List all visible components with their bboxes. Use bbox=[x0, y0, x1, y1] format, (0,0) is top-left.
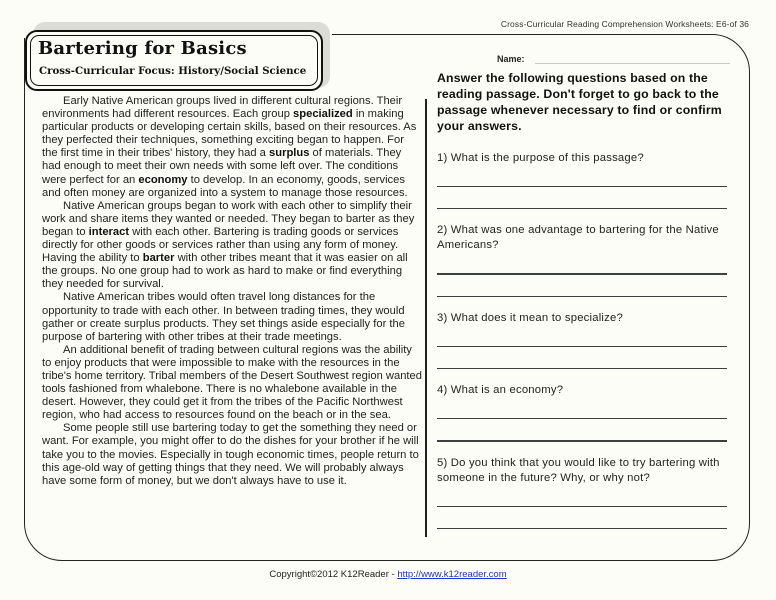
answer-line[interactable] bbox=[437, 440, 727, 441]
vocabulary-term: surplus bbox=[269, 147, 310, 160]
vocabulary-term: barter bbox=[142, 252, 175, 265]
passage-text: to develop. In an economy, goods, services and often money are organized into a system to manage those resources. bbox=[42, 173, 408, 199]
answer-line[interactable] bbox=[437, 528, 727, 529]
question-item bbox=[437, 311, 727, 369]
passage-paragraph bbox=[42, 344, 422, 423]
passage-paragraph bbox=[42, 200, 422, 292]
question-text: 2) What was one advantage to bartering for the Native Americans? bbox=[437, 224, 719, 252]
instructions: Answer the following questions based on the reading passage. Don't forget to go back to the passage whenever necessary to find or confirm your answers. bbox=[437, 71, 722, 133]
answer-line[interactable] bbox=[437, 418, 727, 419]
passage-text: with other tribes meant that it was easier on all the groups. No one group had to work as hard to make or find everything they needed for survival. bbox=[42, 252, 408, 291]
column-divider bbox=[425, 99, 427, 537]
title-box bbox=[25, 30, 323, 91]
questions-list bbox=[437, 151, 727, 543]
question-text: 3) What does it mean to specialize? bbox=[437, 311, 623, 324]
passage-text: in making particular products or developing certain skills, based on their resources. As they perfected their techniques, something exciting began to happen. For the first time in their tribes' history, they had a bbox=[42, 108, 417, 160]
passage-text: Some people still use bartering today to get the something they need or want. For example, you might offer to do the dishes for your brother if he will take you to the movies. Especially in tough economic times, people return to this age-old way of getting things that they need. We will probably always have some form of money, but we don't always have to use it. bbox=[42, 422, 419, 487]
footer bbox=[0, 569, 776, 580]
worksheet-subtitle: Cross-Curricular Focus: History/Social Science bbox=[39, 65, 307, 77]
name-label: Name: bbox=[497, 54, 525, 64]
question-item bbox=[437, 151, 727, 209]
answer-line[interactable] bbox=[437, 186, 727, 187]
passage-text: An additional benefit of trading between cultural regions was the ability to enjoy products that were impossible to make with the resources in the tribe's home territory. Tribal members of the Desert Southwest region wanted tools fashioned from whalebone. There is no whalebone available in the desert. However, they could get it from the tribes of the Pacific Northwest region, who had access to resources found on the beach or in the sea. bbox=[42, 343, 422, 422]
question-item bbox=[437, 456, 727, 529]
passage-paragraph bbox=[42, 422, 422, 487]
passage-paragraph bbox=[42, 95, 422, 200]
passage-text: of materials. They had enough to meet their own needs with some left over. The conditions were perfect for an bbox=[42, 147, 402, 186]
passage-paragraph bbox=[42, 291, 422, 343]
passage-text: Early Native American groups lived in different cultural regions. Their environments had different resources. Each group bbox=[42, 95, 403, 121]
vocabulary-term: economy bbox=[138, 173, 188, 186]
passage-text: Native American groups began to work with each other to simplify their work and share items they wanted or needed. They began to barter as they began to bbox=[42, 199, 415, 238]
passage-text: Native American tribes would often travel long distances for the opportunity to trade with each other. In between trading times, they would gather or create surplus products. They set things aside especially for the purpose of bartering with other tribes at their trade meetings. bbox=[42, 291, 405, 343]
k12reader-link[interactable]: http://www.k12reader.com bbox=[397, 569, 507, 580]
answer-line[interactable] bbox=[437, 296, 727, 297]
question-text: 5) Do you think that you would like to try bartering with someone in the future? Why, or why not? bbox=[437, 456, 720, 484]
vocabulary-term: specialized bbox=[293, 108, 353, 121]
answer-line[interactable] bbox=[437, 506, 727, 507]
reading-passage bbox=[42, 95, 422, 488]
vocabulary-term: interact bbox=[88, 225, 130, 238]
question-text: 1) What is the purpose of this passage? bbox=[437, 152, 644, 164]
series-label: Cross-Curricular Reading Comprehension Worksheets: E6-of 36 bbox=[500, 19, 749, 29]
question-text: 4) What is an economy? bbox=[437, 384, 564, 397]
answer-line[interactable] bbox=[437, 273, 727, 274]
answer-line[interactable] bbox=[437, 208, 727, 209]
answer-line[interactable] bbox=[437, 368, 727, 369]
passage-text: with each other. Bartering is trading goods or services directly for other goods or services rather than using any form of money. Having the ability to bbox=[42, 225, 399, 265]
question-item bbox=[437, 223, 727, 296]
copyright-text: Copyright©2012 K12Reader - bbox=[269, 569, 398, 580]
name-field[interactable] bbox=[535, 54, 730, 64]
name-row bbox=[497, 54, 730, 64]
question-item bbox=[437, 383, 727, 441]
answer-line[interactable] bbox=[437, 346, 727, 347]
worksheet-title: Bartering for Basics bbox=[38, 38, 247, 59]
